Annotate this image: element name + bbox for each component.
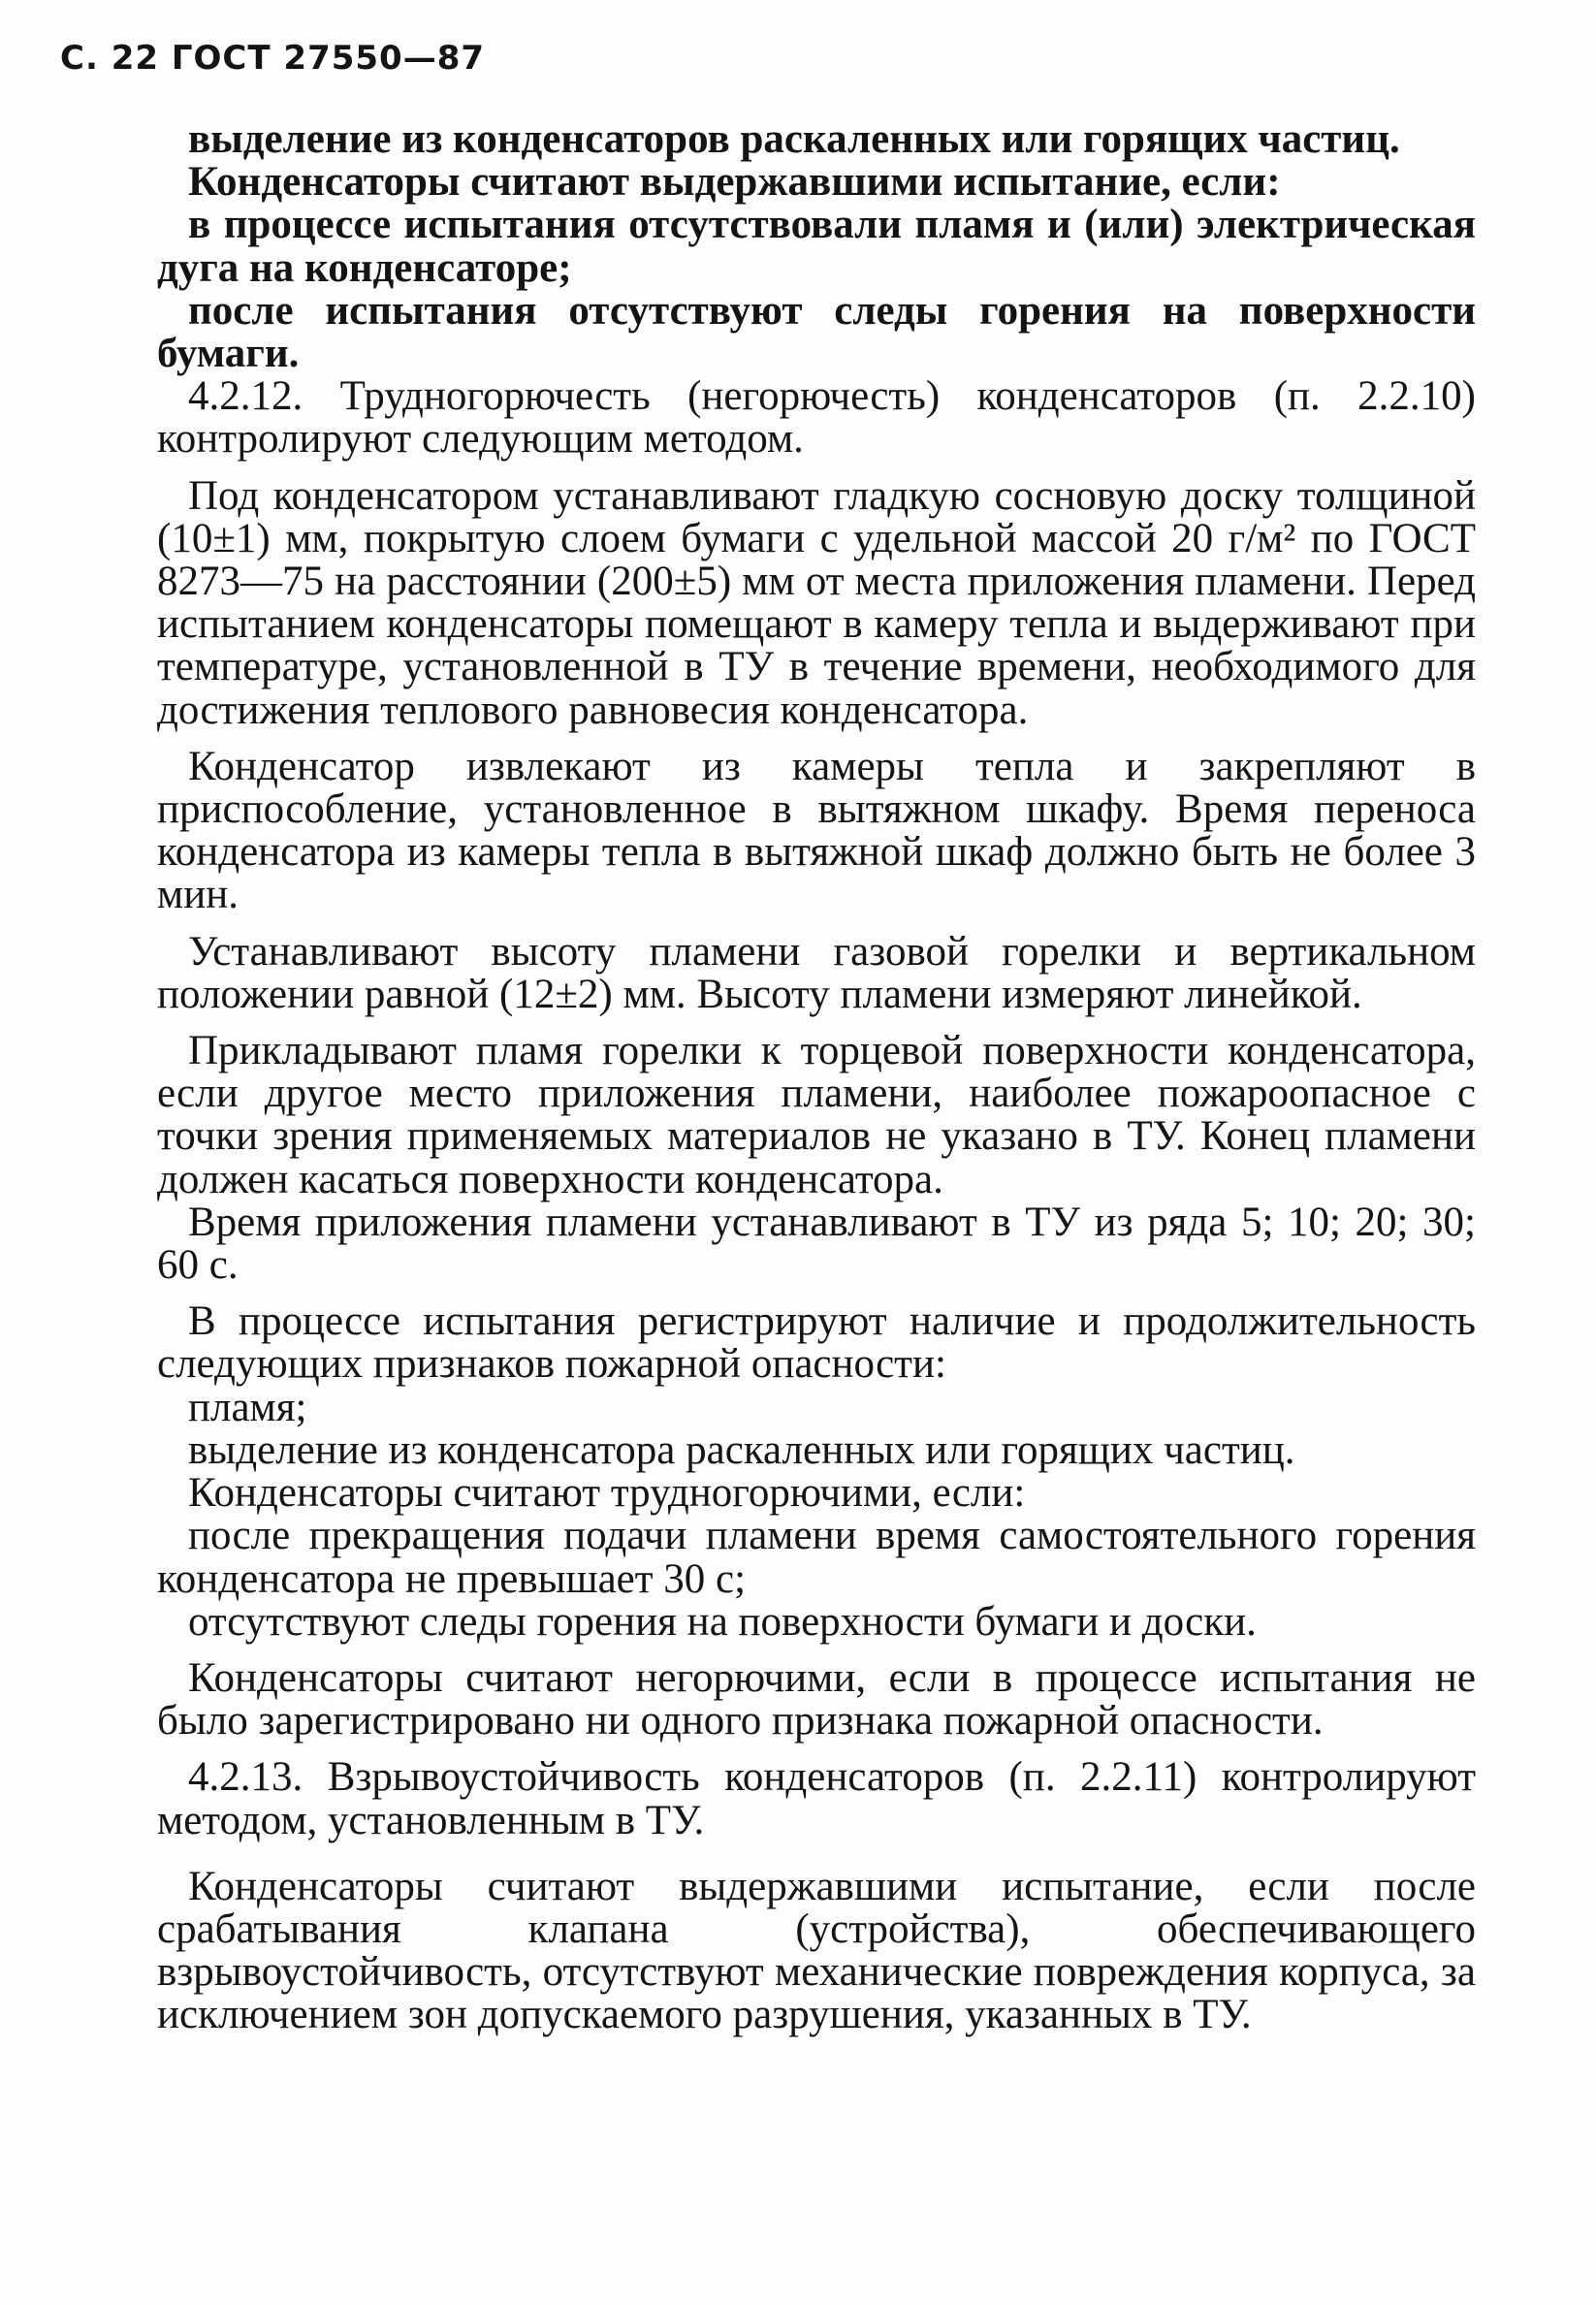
- paragraph: отсутствуют следы горения на поверхности бумаги и доски.: [188, 1598, 1257, 1645]
- paragraph: пламя;: [188, 1384, 307, 1430]
- paragraph: в процессе испытания отсутствовали пламя и (или) электрическая дуга на конденсаторе;: [157, 202, 1476, 291]
- paragraph: выделение из конденсатора раскаленных или горящих частиц.: [188, 1426, 1295, 1473]
- paragraph: после прекращения подачи пламени время самостоятельного горения конденсатора не превышает 30 с;: [157, 1513, 1476, 1602]
- paragraph: 4.2.13. Взрывоустойчивость конденсаторов (п. 2.2.11) контролируют методом, установленным в ТУ.: [157, 1754, 1476, 1843]
- paragraph: Конденсаторы считают негорючими, если в процессе испытания не было зарегистрировано ни одного признака пожарной опасности.: [157, 1654, 1476, 1745]
- paragraph: В процессе испытания регистрируют наличие и продолжительность следующих признаков пожарной опасности:: [157, 1298, 1476, 1388]
- paragraph: Устанавливают высоту пламени газовой горелки и вертикальном положении равной (12±2) мм. Высоту пламени измеряют линейкой.: [157, 928, 1476, 1017]
- paragraph: 4.2.12. Трудногорючесть (негорючесть) конденсаторов (п. 2.2.10) контролируют следующим методом.: [157, 373, 1476, 463]
- paragraph: Конденсаторы считают выдержавшими испытание, если после срабатывания клапана (устройства), обеспечивающего взрывоустойчивость, отсутствуют механические повреждения корпуса, за исключением зон допускаемого разрушения, указанных в ТУ.: [157, 1863, 1476, 2038]
- paragraph: Прикладывают пламя горелки к торцевой поверхности конденсатора, если другое место приложения пламени, наиболее пожароопасное с точки зрения применяемых материалов не указано в ТУ. Конец пламени должен касаться поверхности конденсатора.: [157, 1028, 1476, 1202]
- paragraph: Время приложения пламени устанавливают в ТУ из ряда 5; 10; 20; 30; 60 с.: [157, 1199, 1476, 1289]
- paragraph: Конденсаторы считают трудногорючими, если:: [188, 1470, 1026, 1517]
- paragraph: Под конденсатором устанавливают гладкую сосновую доску толщиной (10±1) мм, покрытую слоем бумаги с удельной массой 20 г/м² по ГОСТ 8273—75 на расстоянии (200±5) мм от места приложения пламени. Перед испытанием конденсаторы помещают в камеру тепла и выдерживают при температуре, установленной в ТУ в течение времени, необходимого для достижения теплового равновесия конденсатора.: [157, 472, 1476, 733]
- paragraph: после испытания отсутствуют следы горения на поверхности бумаги.: [157, 287, 1476, 377]
- document-body: [157, 118, 1476, 2037]
- paragraph: Конденсатор извлекают из камеры тепла и закрепляют в приспособление, установленное в вытяжном шкафу. Время переноса конденсатора из камеры тепла в вытяжной шкаф должно быть не более 3 мин.: [157, 743, 1476, 918]
- paragraph: выделение из конденсаторов раскаленных или горящих частиц.: [188, 116, 1400, 162]
- page-header: С. 22 ГОСТ 27550—87: [60, 39, 486, 78]
- paragraph: Конденсаторы считают выдержавшими испытание, если:: [188, 159, 1281, 206]
